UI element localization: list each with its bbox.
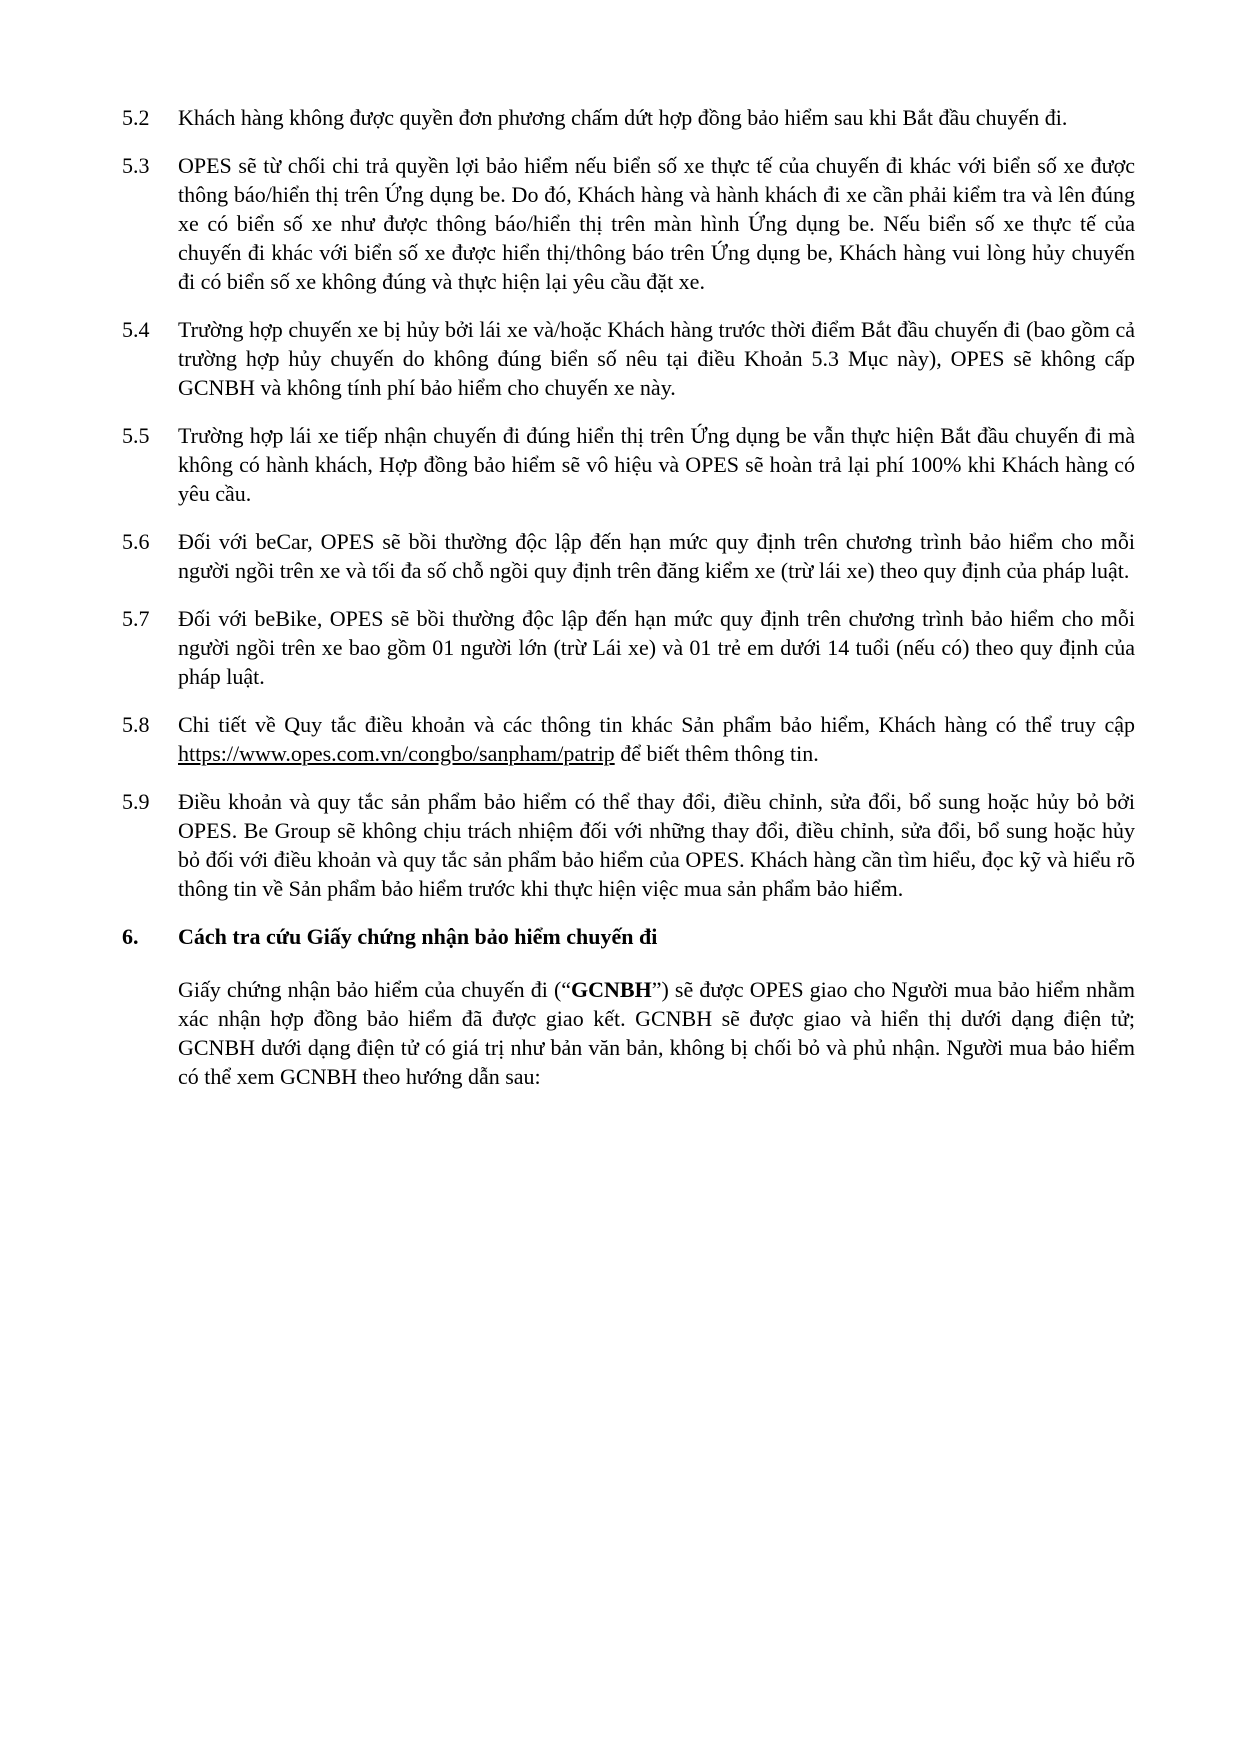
clause-text: Trường hợp lái xe tiếp nhận chuyến đi đúng hiển thị trên Ứng dụng be vẫn thực hiện Bắt đầu chuyến đi mà không có hành khách, Hợp đồng bảo hiểm sẽ vô hiệu và OPES sẽ hoàn trả lại phí 100% khi Khách hàng có yêu cầu. (178, 423, 1135, 506)
clause-5-2 (122, 103, 1135, 132)
section-6-heading-row (122, 922, 1135, 951)
gcnbh-bold-term: GCNBH (571, 977, 652, 1002)
paragraph-text-before: Giấy chứng nhận bảo hiểm của chuyến đi (“ (178, 977, 572, 1002)
clause-text: Đối với beCar, OPES sẽ bồi thường độc lập đến hạn mức quy định trên chương trình bảo hiểm cho mỗi người ngồi trên xe và tối đa số chỗ ngồi quy định trên đăng kiểm xe (trừ lái xe) theo quy định của pháp luật. (178, 529, 1135, 583)
clause-5-5 (122, 421, 1135, 508)
clause-text-after-link: để biết thêm thông tin. (614, 741, 819, 766)
section-heading: Cách tra cứu Giấy chứng nhận bảo hiểm chuyến đi (178, 924, 658, 949)
clause-5-7 (122, 604, 1135, 691)
clause-number: 5.4 (122, 317, 150, 342)
clause-text-before-link: Chi tiết về Quy tắc điều khoản và các thông tin khác Sản phẩm bảo hiểm, Khách hàng có thể truy cập (178, 712, 1135, 737)
opes-terms-link[interactable]: https://www.opes.com.vn/congbo/sanpham/patrip (178, 741, 615, 766)
clause-number: 5.5 (122, 423, 150, 448)
clause-number: 5.7 (122, 606, 150, 631)
clause-5-4 (122, 315, 1135, 402)
clause-number: 5.9 (122, 789, 150, 814)
clause-number: 5.6 (122, 529, 150, 554)
clause-5-3 (122, 151, 1135, 296)
clause-text: Trường hợp chuyến xe bị hủy bởi lái xe và/hoặc Khách hàng trước thời điểm Bắt đầu chuyến đi (bao gồm cả trường hợp hủy chuyến do không đúng biển số nêu tại điều Khoản 5.3 Mục này), OPES sẽ không cấp GCNBH và không tính phí bảo hiểm cho chuyến xe này. (178, 317, 1135, 400)
clause-text: Khách hàng không được quyền đơn phương chấm dứt hợp đồng bảo hiểm sau khi Bắt đầu chuyến đi. (178, 105, 1068, 130)
paragraph-text-after: ”) sẽ được OPES giao cho Người mua bảo hiểm nhằm xác nhận hợp đồng bảo hiểm đã được giao kết. GCNBH sẽ được giao và hiển thị dưới dạng điện tử; GCNBH dưới dạng điện tử có giá trị như bản văn bản, không bị chối bỏ và phủ nhận. Người mua bảo hiểm có thể xem GCNBH theo hướng dẫn sau: (178, 977, 1135, 1089)
clause-text (178, 710, 1135, 768)
clause-text: Điều khoản và quy tắc sản phẩm bảo hiểm có thể thay đổi, điều chỉnh, sửa đổi, bổ sung hoặc hủy bỏ bởi OPES. Be Group sẽ không chịu trách nhiệm đối với những thay đổi, điều chỉnh, sửa đổi, bổ sung hoặc hủy bỏ đối với điều khoản và quy tắc sản phẩm bảo hiểm của OPES. Khách hàng cần tìm hiểu, đọc kỹ và hiểu rõ thông tin về Sản phẩm bảo hiểm trước khi thực hiện việc mua sản phẩm bảo hiểm. (178, 789, 1135, 901)
clause-5-9 (122, 787, 1135, 903)
clause-number: 5.3 (122, 153, 150, 178)
clause-text: Đối với beBike, OPES sẽ bồi thường độc lập đến hạn mức quy định trên chương trình bảo hiểm cho mỗi người ngồi trên xe bao gồm 01 người lớn (trừ Lái xe) và 01 trẻ em dưới 14 tuổi (nếu có) theo quy định của pháp luật. (178, 606, 1135, 689)
clause-5-8 (122, 710, 1135, 768)
section-6-paragraph (178, 975, 1135, 1091)
clause-text: OPES sẽ từ chối chi trả quyền lợi bảo hiểm nếu biển số xe thực tế của chuyến đi khác với biển số xe được thông báo/hiển thị trên Ứng dụng be. Do đó, Khách hàng và hành khách đi xe cần phải kiểm tra và lên đúng xe có biển số xe như được thông báo/hiển thị trên màn hình Ứng dụng be. Nếu biển số xe thực tế của chuyến đi khác với biển số xe được hiển thị/thông báo trên Ứng dụng be, Khách hàng vui lòng hủy chuyến đi có biển số xe không đúng và thực hiện lại yêu cầu đặt xe. (178, 153, 1135, 294)
clause-number: 5.2 (122, 105, 150, 130)
section-number: 6. (122, 924, 139, 949)
clause-number: 5.8 (122, 712, 150, 737)
clause-5-6 (122, 527, 1135, 585)
